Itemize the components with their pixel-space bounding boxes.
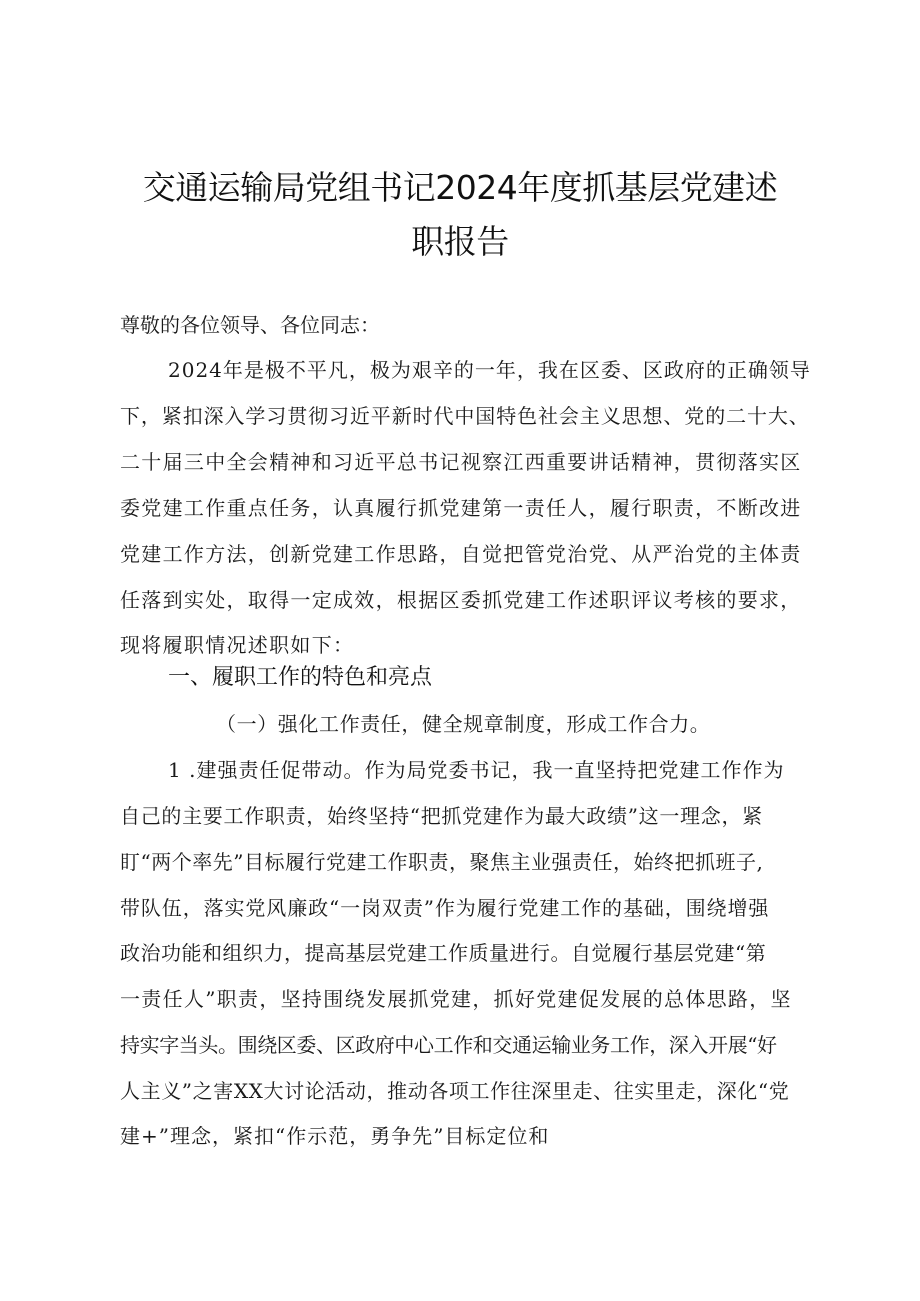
body-line: 持实字当头。围绕区委、区政府中心工作和交通运输业务工作，深入开展“好 xyxy=(120,1033,777,1057)
document-title-line-1: 交通运输局党组书记2024年度抓基层党建述 xyxy=(142,168,778,207)
body-line: 1 .建强责任促带动。作为局党委书记，我一直坚持把党建工作作为 xyxy=(168,758,785,782)
intro-line: 任落到实处，取得一定成效，根据区委抓党建工作述职评议考核的要求， xyxy=(120,588,802,612)
body-line: 人主义”之害XX大讨论活动，推动各项工作往深里走、往实里走，深化“党 xyxy=(120,1079,790,1103)
body-line: 自己的主要工作职责，始终坚持“把抓党建作为最大政绩”这一理念，紧 xyxy=(120,804,763,828)
body-line: 盯“两个率先”目标履行党建工作职责，聚焦主业强责任，始终把抓班子, xyxy=(120,850,764,874)
intro-line: 二十届三中全会精神和习近平总书记视察江西重要讲话精神，贯彻落实区 xyxy=(120,450,802,474)
subsection-heading: （一）强化工作责任，健全规章制度，形成工作合力。 xyxy=(216,712,711,736)
intro-line: 下，紧扣深入学习贯彻习近平新时代中国特色社会主义思想、党的二十大、 xyxy=(120,404,810,428)
intro-line: 委党建工作重点任务，认真履行抓党建第一责任人，履行职责，不断改进 xyxy=(120,496,802,520)
intro-line: 现将履职情况述职如下： xyxy=(120,633,355,657)
intro-line: 党建工作方法，创新党建工作思路，自觉把管党治党、从严治党的主体责 xyxy=(120,542,802,566)
document-title-line-2: 职报告 xyxy=(411,222,509,261)
body-line: 一责任人”职责，坚持围绕发展抓党建，抓好党建促发展的总体思路，坚 xyxy=(120,987,792,1011)
salutation: 尊敬的各位领导、各位同志： xyxy=(120,313,380,337)
body-line: 建+”理念，紧扣“作示范，勇争先”目标定位和 xyxy=(120,1124,550,1148)
intro-line: 2024年是极不平凡，极为艰辛的一年，我在区委、区政府的正确领导 xyxy=(168,358,811,382)
body-line: 政治功能和组织力，提高基层党建工作质量进行。自觉履行基层党建“第 xyxy=(120,941,767,965)
section-heading: 一、履职工作的特色和亮点 xyxy=(168,665,433,690)
body-line: 带队伍，落实党风廉政“一岗双责”作为履行党建工作的基础，围绕增强 xyxy=(120,896,770,920)
